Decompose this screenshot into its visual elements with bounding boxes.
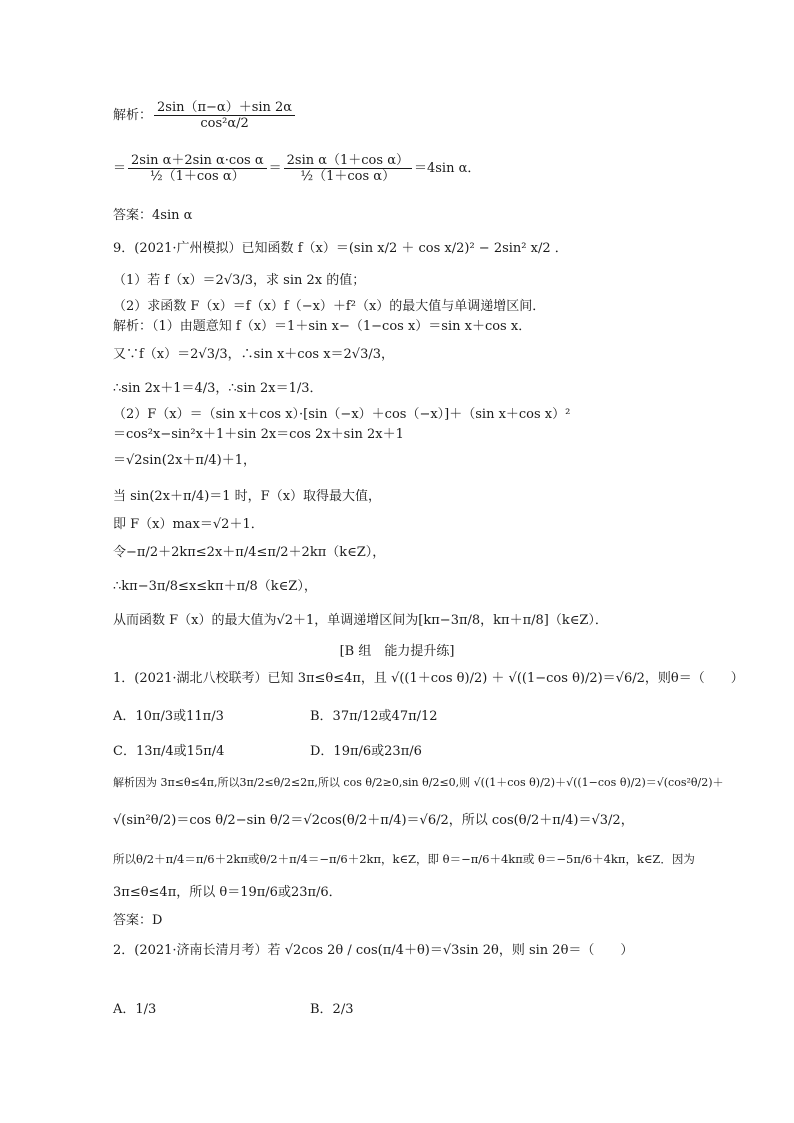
question9-solution-line: （2）F（x）＝（sin x＋cos x）·[sin（−x）＋cos（−x）]＋（sin x＋cos x）²	[113, 407, 571, 422]
question9-solution-line: ∴kπ−3π/8≤x≤kπ＋π/8（k∈Z），	[113, 579, 317, 594]
b1-option-a: A．10π/3或11π/3	[113, 709, 224, 724]
b1-option-d: D．19π/6或23π/6	[310, 744, 422, 759]
question9-solution-line: 即 F（x）max＝√2＋1．	[113, 517, 264, 532]
question9-stem: 9．(2021·广州模拟）已知函数 f（x）＝(sin x/2 ＋ cos x/2)² − 2sin² x/2 ．	[113, 241, 568, 256]
solution8-line2: ＝ $\frac{\text{2sin α＋2sin α·cos α}}{\text{½（1＋cos α）}}$ ＝ $\frac{\text{2sin α（1＋cos α）}}{\text{½（1＋cos α）}}$ ＝4sin α．	[113, 153, 481, 184]
question9-part2: （2）求函数 F（x）＝f（x）f（−x）＋f²（x）的最大值与单调递增区间．	[113, 299, 546, 314]
fraction: $\frac{2\sin(\pi-\alpha)+\sin 2\alpha}{\text{cos²α/2}}$	[154, 100, 295, 131]
b1-option-b: B．37π/12或47π/12	[310, 709, 438, 724]
question9-solution-line: ＝√2sin(2x＋π/4)＋1，	[113, 453, 256, 468]
question9-solution-line: ＝cos²x−sin²x＋1＋sin 2x＝cos 2x＋sin 2x＋1	[113, 427, 404, 442]
question9-part1: （1）若 f（x）＝2√3/3，求 sin 2x 的值；	[113, 273, 366, 288]
question9-solution-line: 令−π/2＋2kπ≤2x＋π/4≤π/2＋2kπ（k∈Z），	[113, 545, 386, 560]
question9-solution-line: 又∵f（x）＝2√3/3，∴sin x＋cos x＝2√3/3，	[113, 347, 395, 362]
section-heading: [B 组 能力提升练]	[339, 644, 455, 659]
b1-option-c: C．13π/4或15π/4	[113, 744, 225, 759]
b2-option-a: A．1/3	[113, 1002, 157, 1017]
b2-stem: 2．(2021·济南长清月考）若 √2cos 2θ / cos(π/4＋θ)＝√3sin 2θ，则 sin 2θ＝（ ）	[113, 943, 634, 958]
b1-solution-line: 解析因为 3π≤θ≤4π,所以3π/2≤θ/2≤2π,所以 cos θ/2≥0,sin θ/2≤0,则 √((1＋cos θ)/2)＋√((1−cos θ)/2)＝√(cos²θ/2)＋	[113, 776, 724, 789]
question9-solution-line: 当 sin(2x＋π/4)＝1 时，F（x）取得最大值，	[113, 489, 382, 504]
answer8: 答案：4sin α	[113, 208, 193, 223]
b1-solution-line: √(sin²θ/2)＝cos θ/2−sin θ/2＝√2cos(θ/2＋π/4)＝√6/2，所以 cos(θ/2＋π/4)＝√3/2，	[113, 813, 634, 828]
question9-solution-line: 从而函数 F（x）的最大值为√2＋1，单调递增区间为[kπ−3π/8，kπ＋π/8]（k∈Z）．	[113, 613, 608, 628]
question9-solution-line: 解析：（1）由题意知 f（x）＝1＋sin x−（1−cos x）＝sin x＋cos x．	[113, 319, 532, 334]
b1-solution-line: 3π≤θ≤4π，所以 θ＝19π/6或23π/6．	[113, 885, 342, 900]
b1-solution-line: 所以θ/2＋π/4＝π/6＋2kπ或θ/2＋π/4＝−π/6＋2kπ，k∈Z，即 θ＝−π/6＋4kπ或 θ＝−5π/6＋4kπ，k∈Z．因为	[113, 852, 695, 866]
solution-label: 解析：	[113, 108, 153, 123]
fraction: $\frac{\text{2sin α＋2sin α·cos α}}{\text{½（1＋cos α）}}$	[128, 153, 267, 184]
fraction: $\frac{\text{2sin α（1＋cos α）}}{\text{½（1＋cos α）}}$	[284, 153, 412, 184]
b2-option-b: B．2/3	[310, 1002, 354, 1017]
solution8-line1	[113, 100, 297, 131]
b1-answer: 答案：D	[113, 913, 163, 928]
question9-solution-line: ∴sin 2x＋1＝4/3，∴sin 2x＝1/3．	[113, 381, 323, 396]
b1-stem: 1．(2021·湖北八校联考）已知 3π≤θ≤4π，且 √((1＋cos θ)/2) ＋ √((1−cos θ)/2)＝√6/2，则θ＝（ ）	[113, 671, 744, 686]
